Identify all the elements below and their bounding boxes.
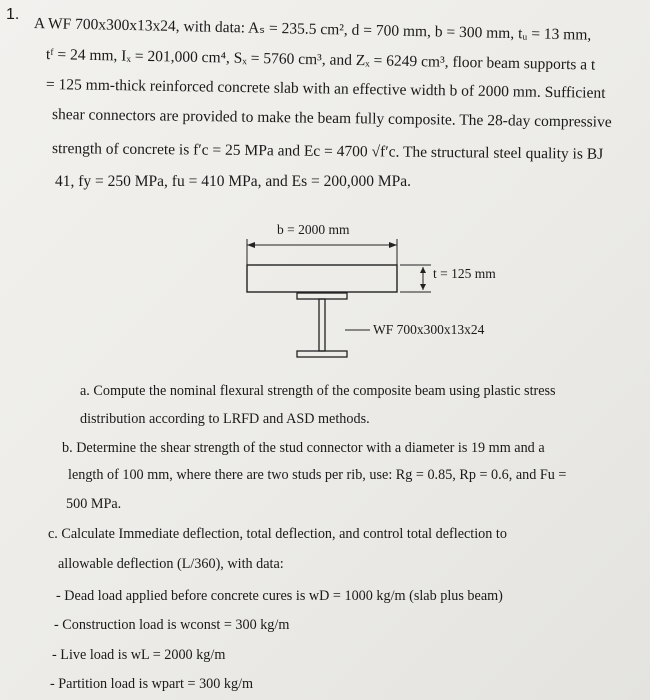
load-live: - Live load is wL = 2000 kg/m bbox=[52, 647, 226, 663]
problem-line-5: strength of concrete is f′c = 25 MPa and Ec = 4700 √f′c. The structural steel quality is BJ bbox=[51, 140, 604, 163]
problem-line-4: shear connectors are provided to make the beam fully composite. The 28-day compressive bbox=[51, 106, 612, 131]
question-a-line-1: a. Compute the nominal flexural strength of the composite beam using plastic stress bbox=[80, 383, 556, 399]
width-label: b = 2000 mm bbox=[277, 222, 350, 237]
width-dimension-line bbox=[247, 239, 397, 265]
concrete-slab bbox=[247, 265, 397, 292]
problem-line-6: 41, fy = 250 MPa, fu = 410 MPa, and Es = 200,000 MPa. bbox=[55, 173, 412, 190]
question-b-line-1: b. Determine the shear strength of the stud connector with a diameter is 19 mm and a bbox=[62, 440, 545, 456]
beam-label: WF 700x300x13x24 bbox=[373, 322, 485, 337]
problem-line-2: tᶠ = 24 mm, Iₓ = 201,000 cm⁴, Sₓ = 5760 cm³, and Zₓ = 6249 cm³, floor beam supports a t bbox=[45, 46, 596, 74]
problem-number: 1. bbox=[6, 6, 20, 23]
load-dead: - Dead load applied before concrete cures is wD = 1000 kg/m (slab plus beam) bbox=[56, 588, 503, 604]
question-c-line-1: c. Calculate Immediate deflection, total deflection, and control total deflection to bbox=[48, 526, 507, 542]
load-partition: - Partition load is wpart = 300 kg/m bbox=[50, 676, 254, 692]
question-b-line-2: length of 100 mm, where there are two studs per rib, use: Rg = 0.85, Rp = 0.6, and Fu = bbox=[68, 467, 567, 483]
thickness-dimension bbox=[400, 265, 431, 292]
problem-line-1: A WF 700x300x13x24, with data: Aₛ = 235.5 cm², d = 700 mm, b = 300 mm, tᵤ = 13 mm, bbox=[33, 15, 592, 44]
question-b-line-3: 500 MPa. bbox=[66, 496, 122, 512]
composite-beam-diagram bbox=[235, 215, 555, 375]
load-construction: - Construction load is wconst = 300 kg/m bbox=[54, 617, 290, 633]
thickness-label: t = 125 mm bbox=[433, 266, 496, 281]
wf-steel-beam bbox=[297, 293, 347, 357]
question-c-line-2: allowable deflection (L/360), with data: bbox=[58, 556, 284, 572]
problem-line-3: = 125 mm-thick reinforced concrete slab with an effective width b of 2000 mm. Sufficient bbox=[45, 76, 606, 102]
question-a-line-2: distribution according to LRFD and ASD methods. bbox=[80, 411, 370, 427]
